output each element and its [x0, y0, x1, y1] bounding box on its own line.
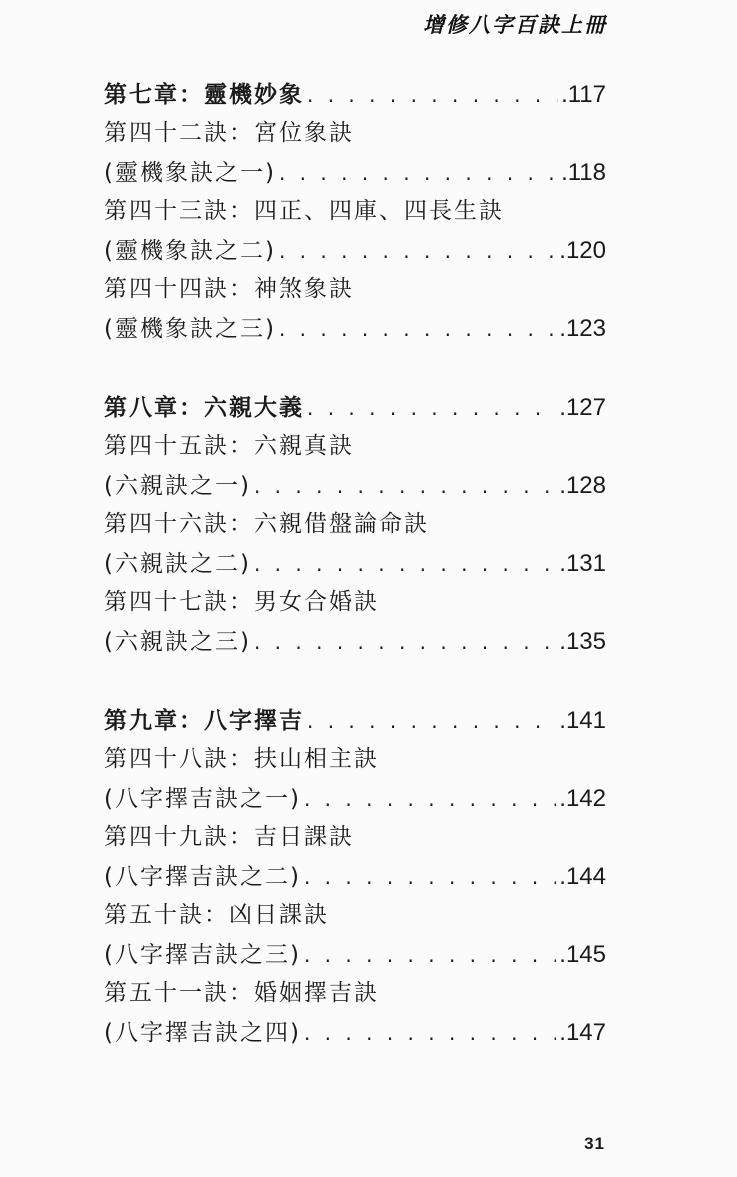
- entry-51-page: .147: [559, 1019, 606, 1046]
- entry-49-sub: (八字擇吉訣之二): [104, 864, 301, 890]
- entry-50-sub-line: [104, 935, 606, 974]
- entry-46-heading: 第四十六訣：六親借盤論命訣: [104, 511, 429, 537]
- dot-leader: [254, 623, 556, 662]
- table-of-contents: [104, 75, 606, 1092]
- dot-leader: [307, 76, 558, 115]
- entry-48-heading: 第四十八訣：扶山相主訣: [104, 746, 379, 772]
- entry-46-sub-line: [104, 544, 606, 583]
- entry-50-heading: 第五十訣：凶日課訣: [104, 902, 329, 928]
- chapter-9-line: [104, 701, 606, 740]
- entry-50-page: .145: [559, 941, 606, 968]
- dot-leader: [279, 310, 556, 349]
- chapter-7-block: [104, 75, 606, 348]
- entry-49-heading: 第四十九訣：吉日課訣: [104, 824, 354, 850]
- entry-45-heading: 第四十五訣：六親真訣: [104, 433, 354, 459]
- entry-44-sub: (靈機象訣之三): [104, 316, 276, 342]
- dot-leader: [254, 545, 556, 584]
- entry-45-sub: (六親訣之一): [104, 473, 251, 499]
- dot-leader: [307, 702, 556, 741]
- entry-49-page: .144: [559, 863, 606, 890]
- entry-43-heading: 第四十三訣：四正、四庫、四長生訣: [104, 198, 504, 224]
- running-header: 增修八字百訣上冊: [423, 13, 607, 37]
- entry-44-heading: 第四十四訣：神煞象訣: [104, 276, 354, 302]
- chapter-8-block: [104, 388, 606, 661]
- entry-49-sub-line: [104, 857, 606, 896]
- entry-47-heading-line: [104, 583, 606, 622]
- dot-leader: [279, 154, 558, 193]
- entry-42-heading: 第四十二訣：宮位象訣: [104, 120, 354, 146]
- dot-leader: [254, 467, 556, 506]
- entry-48-sub: (八字擇吉訣之一): [104, 786, 301, 812]
- entry-48-page: .142: [559, 785, 606, 812]
- entry-43-sub: (靈機象訣之二): [104, 238, 276, 264]
- chapter-9-title: 第九章：八字擇吉: [104, 708, 304, 734]
- entry-47-sub: (六親訣之三): [104, 629, 251, 655]
- entry-49-heading-line: [104, 818, 606, 857]
- entry-42-sub: (靈機象訣之一): [104, 160, 276, 186]
- entry-46-sub: (六親訣之二): [104, 551, 251, 577]
- entry-51-heading: 第五十一訣：婚姻擇吉訣: [104, 980, 379, 1006]
- entry-44-heading-line: [104, 270, 606, 309]
- dot-leader: [304, 1014, 556, 1053]
- entry-51-sub-line: [104, 1013, 606, 1052]
- entry-42-page: .118: [561, 159, 606, 186]
- page-number: 31: [584, 1134, 605, 1153]
- entry-42-heading-line: [104, 114, 606, 153]
- chapter-8-line: [104, 388, 606, 427]
- entry-44-page: .123: [559, 315, 606, 342]
- chapter-8-title: 第八章：六親大義: [104, 395, 304, 421]
- chapter-7-page: .117: [561, 81, 606, 108]
- chapter-8-page: .127: [559, 394, 606, 421]
- entry-50-heading-line: [104, 896, 606, 935]
- entry-43-sub-line: [104, 231, 606, 270]
- entry-43-heading-line: [104, 192, 606, 231]
- dot-leader: [304, 780, 556, 819]
- dot-leader: [304, 936, 556, 975]
- dot-leader: [279, 232, 556, 271]
- entry-51-heading-line: [104, 974, 606, 1013]
- entry-51-sub: (八字擇吉訣之四): [104, 1020, 301, 1046]
- chapter-9-block: [104, 701, 606, 1052]
- entry-48-heading-line: [104, 740, 606, 779]
- entry-46-page: .131: [559, 550, 606, 577]
- entry-47-sub-line: [104, 622, 606, 661]
- entry-47-page: .135: [559, 628, 606, 655]
- entry-42-sub-line: [104, 153, 606, 192]
- entry-47-heading: 第四十七訣：男女合婚訣: [104, 589, 379, 615]
- entry-45-sub-line: [104, 466, 606, 505]
- dot-leader: [307, 389, 556, 428]
- entry-44-sub-line: [104, 309, 606, 348]
- chapter-7-line: [104, 75, 606, 114]
- entry-43-page: .120: [559, 237, 606, 264]
- dot-leader: [304, 858, 556, 897]
- entry-50-sub: (八字擇吉訣之三): [104, 942, 301, 968]
- chapter-7-title: 第七章：靈機妙象: [104, 82, 304, 108]
- entry-45-heading-line: [104, 427, 606, 466]
- chapter-9-page: .141: [559, 707, 606, 734]
- entry-46-heading-line: [104, 505, 606, 544]
- entry-48-sub-line: [104, 779, 606, 818]
- entry-45-page: .128: [559, 472, 606, 499]
